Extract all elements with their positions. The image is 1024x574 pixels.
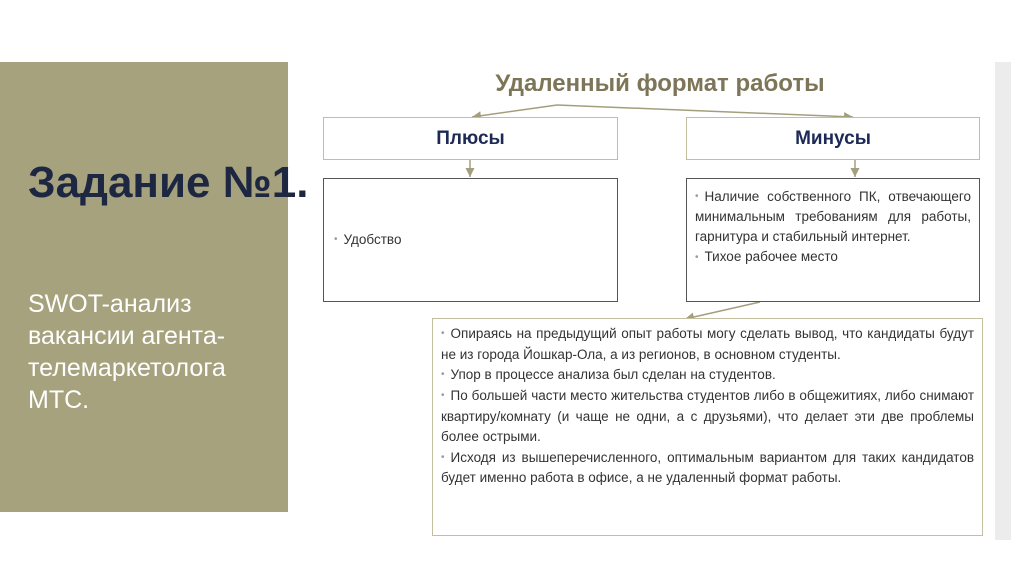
cons-box	[686, 178, 980, 302]
list-item: • Наличие собственного ПК, отвечающего минимальным требованиям для работы, гарнитура и стабильный интернет.	[695, 189, 971, 245]
conclusion-text: Исходя из вышеперечисленного, оптимальным вариантом для таких кандидатов будет именно работа в офисе, а не удаленный формат работы.	[441, 449, 974, 486]
cons-header-label: Минусы	[795, 127, 871, 149]
list-item: • Удобство	[334, 231, 402, 247]
arrow-to-cons	[557, 105, 853, 117]
list-item: • Опираясь на предыдущий опыт работы могу сделать вывод, что кандидаты будут не из города Йошкар-Ола, а из регионов, в основном студенты.	[441, 326, 974, 362]
conclusion-text: Упор в процессе анализа был сделан на студентов.	[450, 367, 776, 383]
slide-heading: Задание №1.	[28, 158, 309, 207]
cons-item-text: Наличие собственного ПК, отвечающего минимальным требованиям для работы, гарнитура и стабильный интернет.	[695, 189, 971, 245]
list-item: • Исходя из вышеперечисленного, оптимальным вариантом для таких кандидатов будет именно работа в офисе, а не удаленный формат работы.	[441, 449, 974, 486]
cons-header	[686, 117, 980, 160]
slide-subtitle: SWOT-анализ вакансии агента-телемаркетолога МТС.	[28, 290, 226, 414]
list-item: • Упор в процессе анализа был сделан на студентов.	[441, 367, 776, 383]
list-item: • Тихое рабочее место	[695, 249, 838, 265]
list-item: • По большей части место жительства студентов либо в общежитиях, либо снимают квартиру/комнату (и чаще не одни, а с друзьями), что делает эти две проблемы более острыми.	[441, 387, 974, 445]
pros-box	[323, 178, 618, 302]
arrow-to-pros	[472, 105, 557, 117]
conclusion-box	[432, 318, 983, 536]
conclusion-text: По большей части место жительства студентов либо в общежитиях, либо снимают квартиру/комнату (и чаще не одни, а с друзьями), что делает эти две проблемы более острыми.	[441, 387, 974, 445]
pros-header-label: Плюсы	[436, 127, 505, 149]
diagram-title: Удаленный формат работы	[495, 70, 825, 97]
cons-item-text: Тихое рабочее место	[704, 249, 838, 265]
conclusion-text: Опираясь на предыдущий опыт работы могу сделать вывод, что кандидаты будут не из города Йошкар-Ола, а из регионов, в основном студенты.	[441, 326, 974, 362]
pros-item-text: Удобство	[343, 231, 402, 247]
arrow-to-conclusion	[685, 302, 760, 319]
pros-header	[323, 117, 618, 160]
